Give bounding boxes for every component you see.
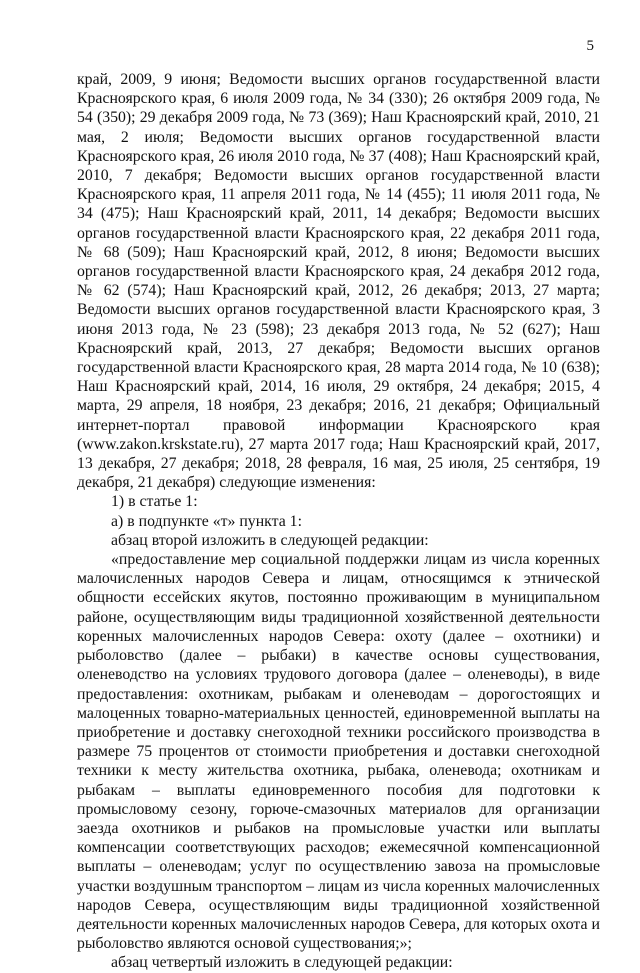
paragraph-citations: край, 2009, 9 июня; Ведомости высших органов государственной власти Красноярского края, 6 июля 2009 года, № 34 (330); 26 октября 2009 года, № 54 (350); 29 декабря 2009 года, № 73 (369); Наш Красноярский край, 2010, 21 мая, 2 июля; Ведомости высших органов государственной власти Красноярского края, 26 июля 2010 года, № 37 (408); Наш Красноярский край, 2010, 7 декабря; Ведомости высших органов государственной власти Красноярского края, 11 апреля 2011 года, № 14 (455); 11 июля 2011 года, № 34 (475); Наш Красноярский край, 2011, 14 декабря; Ведомости высших органов государственной власти Красноярского края, 22 декабря 2011 года, № 68 (509); Наш Красноярский край, 2012, 8 июня; Ведомости высших органов государственной власти Красноярского края, 24 декабря 2012 года, № 62 (574); Наш Красноярский край, 2012, 26 декабря; 2013, 27 марта; Ведомости высших органов государственной власти Красноярского края, 3 июня 2013 года, № 23 (598); 23 декабря 2013 года, № 52 (627); Наш Красноярский край, 2013, 27 декабря; Ведомости высших органов государственной власти Красноярского края, 28 марта 2014 года, № 10 (638); Наш Красноярский край, 2014, 16 июля, 29 октября, 24 декабря; 2015, 4 марта, 29 апреля, 18 ноября, 23 декабря; 2016, 21 декабря; Официальный интернет-портал правовой информации Красноярского края (www.zakon.krskstate.ru), 27 марта 2017 года; Наш Красноярский край, 2017, 13 декабря, 27 декабря; 2018, 28 февраля, 16 мая, 25 июля, 25 сентября, 19 декабря, 21 декабря) следующие изменения: [77, 71, 600, 492]
paragraph-second-abzac-heading: абзац второй изложить в следующей редакции: [111, 531, 429, 549]
paragraph-subpoint-a: а) в подпункте «т» пункта 1: [111, 512, 302, 530]
paragraph-fourth-abzac-heading: абзац четвертый изложить в следующей редакции: [111, 954, 453, 972]
paragraph-article-1: 1) в статье 1: [111, 493, 198, 511]
page-number: 5 [586, 38, 594, 54]
document-body [77, 70, 600, 973]
paragraph-quoted-text: «предоставление мер социальной поддержки лицам из числа коренных малочисленных народов Севера и лицам, относящимся к этнической общности ессейских якутов, постоянно проживающим в муниципальном районе, осуществляющим виды традиционной хозяйственной деятельности коренных малочисленных народов Севера: охоту (далее – охотники) и рыболовство (далее – рыбаки) в качестве основы существования, оленеводство на условиях трудового договора (далее – оленеводы), в виде предоставления: охотникам, рыбакам и оленеводам – дорогостоящих и малоценных товарно-материальных ценностей, единовременной выплаты на приобретение и доставку снегоходной техники российского производства в размере 75 процентов от стоимости приобретения и доставки снегоходной техники к месту жительства охотника, рыбака, оленевода; охотникам и рыбакам – выплаты единовременного пособия для подготовки к промысловому сезону, горюче-смазочных материалов для организации заезда охотников и рыбаков на промысловые участки или выплаты компенсации соответствующих расходов; ежемесячной компенсационной выплаты – оленеводам; услуг по осуществлению завоза на промысловые участки воздушным транспортом – лицам из числа коренных малочисленных народов Севера, осуществляющим виды традиционной хозяйственной деятельности коренных малочисленных народов Севера, для которых охота и рыболовство являются основой существования;»; [77, 551, 600, 953]
